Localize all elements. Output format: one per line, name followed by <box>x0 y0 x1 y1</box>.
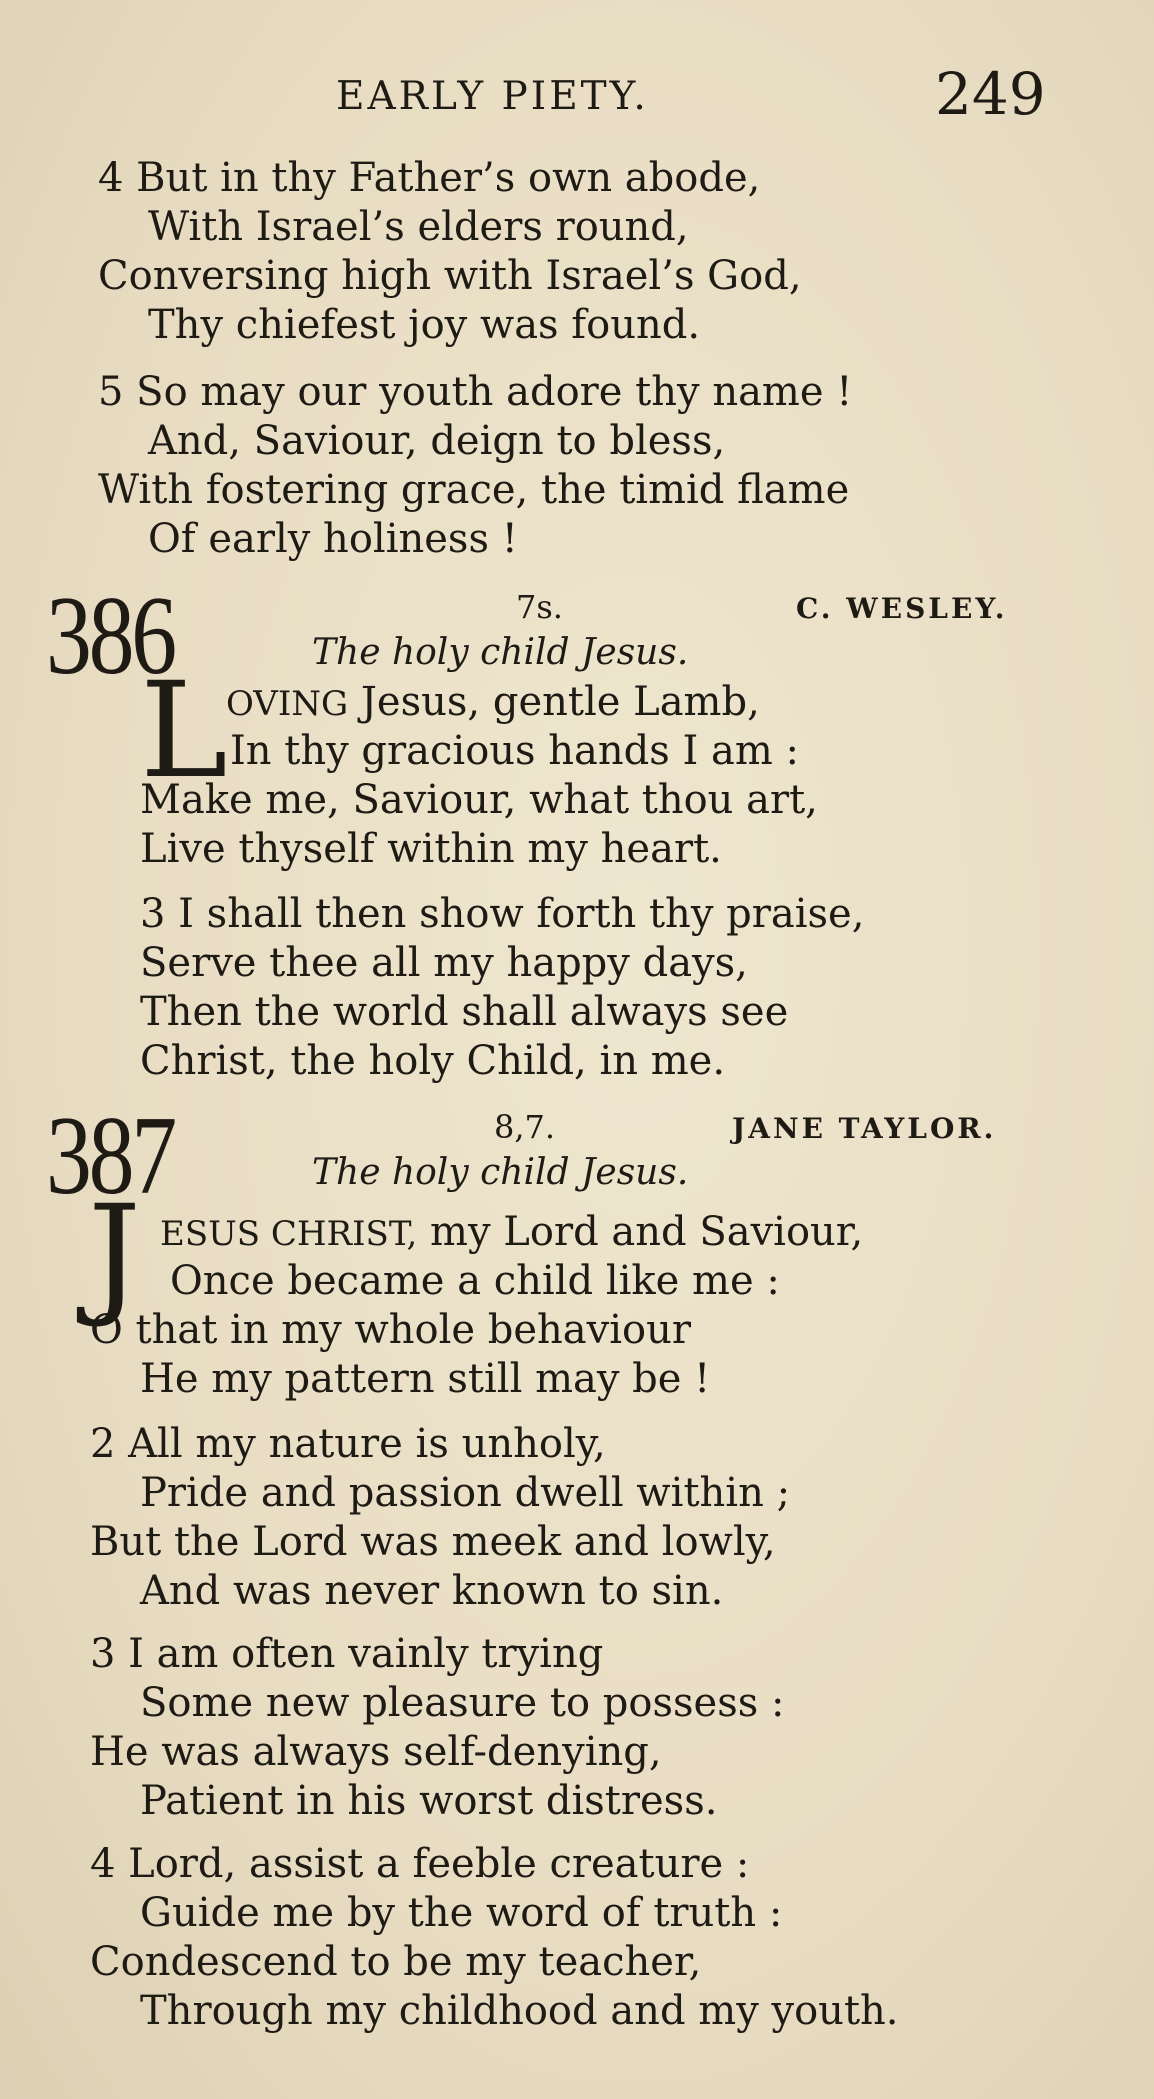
verse-line: Serve thee all my happy days, <box>140 940 748 986</box>
verse-line <box>226 678 760 728</box>
hymn-number: 387 <box>46 1094 174 1218</box>
hymn-meter: 7s. <box>516 588 563 626</box>
verse-line: Live thyself within my heart. <box>140 826 722 872</box>
first-line-tail: my Lord and Saviour, <box>417 1209 864 1255</box>
verse-line: He my pattern still may be ! <box>140 1356 711 1402</box>
hymn-author: C. WESLEY. <box>796 592 1008 625</box>
verse-line <box>160 1208 863 1258</box>
verse-line: And was never known to sin. <box>140 1568 724 1614</box>
verse-line: 2 All my nature is unholy, <box>90 1421 606 1467</box>
verse-line: In thy gracious hands I am : <box>230 728 799 774</box>
hymn-author: JANE TAYLOR. <box>732 1112 997 1145</box>
hymn-subtitle: The holy child Jesus. <box>312 1152 689 1193</box>
first-words: OVING <box>226 684 349 724</box>
verse-line: 5 So may our youth adore thy name ! <box>98 369 853 415</box>
hymn-meter: 8,7. <box>494 1108 556 1146</box>
verse-line: 4 But in thy Father’s own abode, <box>98 155 761 201</box>
verse-line: With Israel’s elders round, <box>148 204 689 250</box>
verse-line: Once became a child like me : <box>170 1258 780 1304</box>
verse-line: But the Lord was meek and lowly, <box>90 1519 776 1565</box>
verse-line: Make me, Saviour, what thou art, <box>140 777 818 823</box>
hymn-subtitle: The holy child Jesus. <box>312 632 689 673</box>
verse-line: Through my childhood and my youth. <box>140 1988 899 2034</box>
verse-line: Christ, the holy Child, in me. <box>140 1038 726 1084</box>
drop-cap: J <box>88 1177 141 1331</box>
verse-line: Thy chiefest joy was found. <box>148 302 701 348</box>
verse-line: With fostering grace, the timid flame <box>98 467 850 513</box>
verse-line: And, Saviour, deign to bless, <box>148 418 726 464</box>
first-line-tail: Jesus, gentle Lamb, <box>348 679 760 725</box>
verse-line: Guide me by the word of truth : <box>140 1890 783 1936</box>
verse-line: 3 I am often vainly trying <box>90 1631 604 1677</box>
drop-cap: L <box>140 654 228 808</box>
verse-line: 4 Lord, assist a feeble creature : <box>90 1841 750 1887</box>
verse-line: Condescend to be my teacher, <box>90 1939 702 1985</box>
verse-line: 3 I shall then show forth thy praise, <box>140 891 865 937</box>
verse-line: Pride and passion dwell within ; <box>140 1470 791 1516</box>
page-number: 249 <box>935 60 1046 128</box>
verse-line: Some new pleasure to possess : <box>140 1680 785 1726</box>
first-words: ESUS CHRIST, <box>160 1214 418 1254</box>
verse-line: Of early holiness ! <box>148 516 518 562</box>
verse-line: He was always self-denying, <box>90 1729 662 1775</box>
verse-line: Then the world shall always see <box>140 989 789 1035</box>
running-head: EARLY PIETY. <box>336 74 649 119</box>
verse-line: Conversing high with Israel’s God, <box>98 253 802 299</box>
hymn-number: 386 <box>46 574 174 698</box>
verse-line: O that in my whole behaviour <box>90 1307 691 1353</box>
verse-line: Patient in his worst distress. <box>140 1778 718 1824</box>
